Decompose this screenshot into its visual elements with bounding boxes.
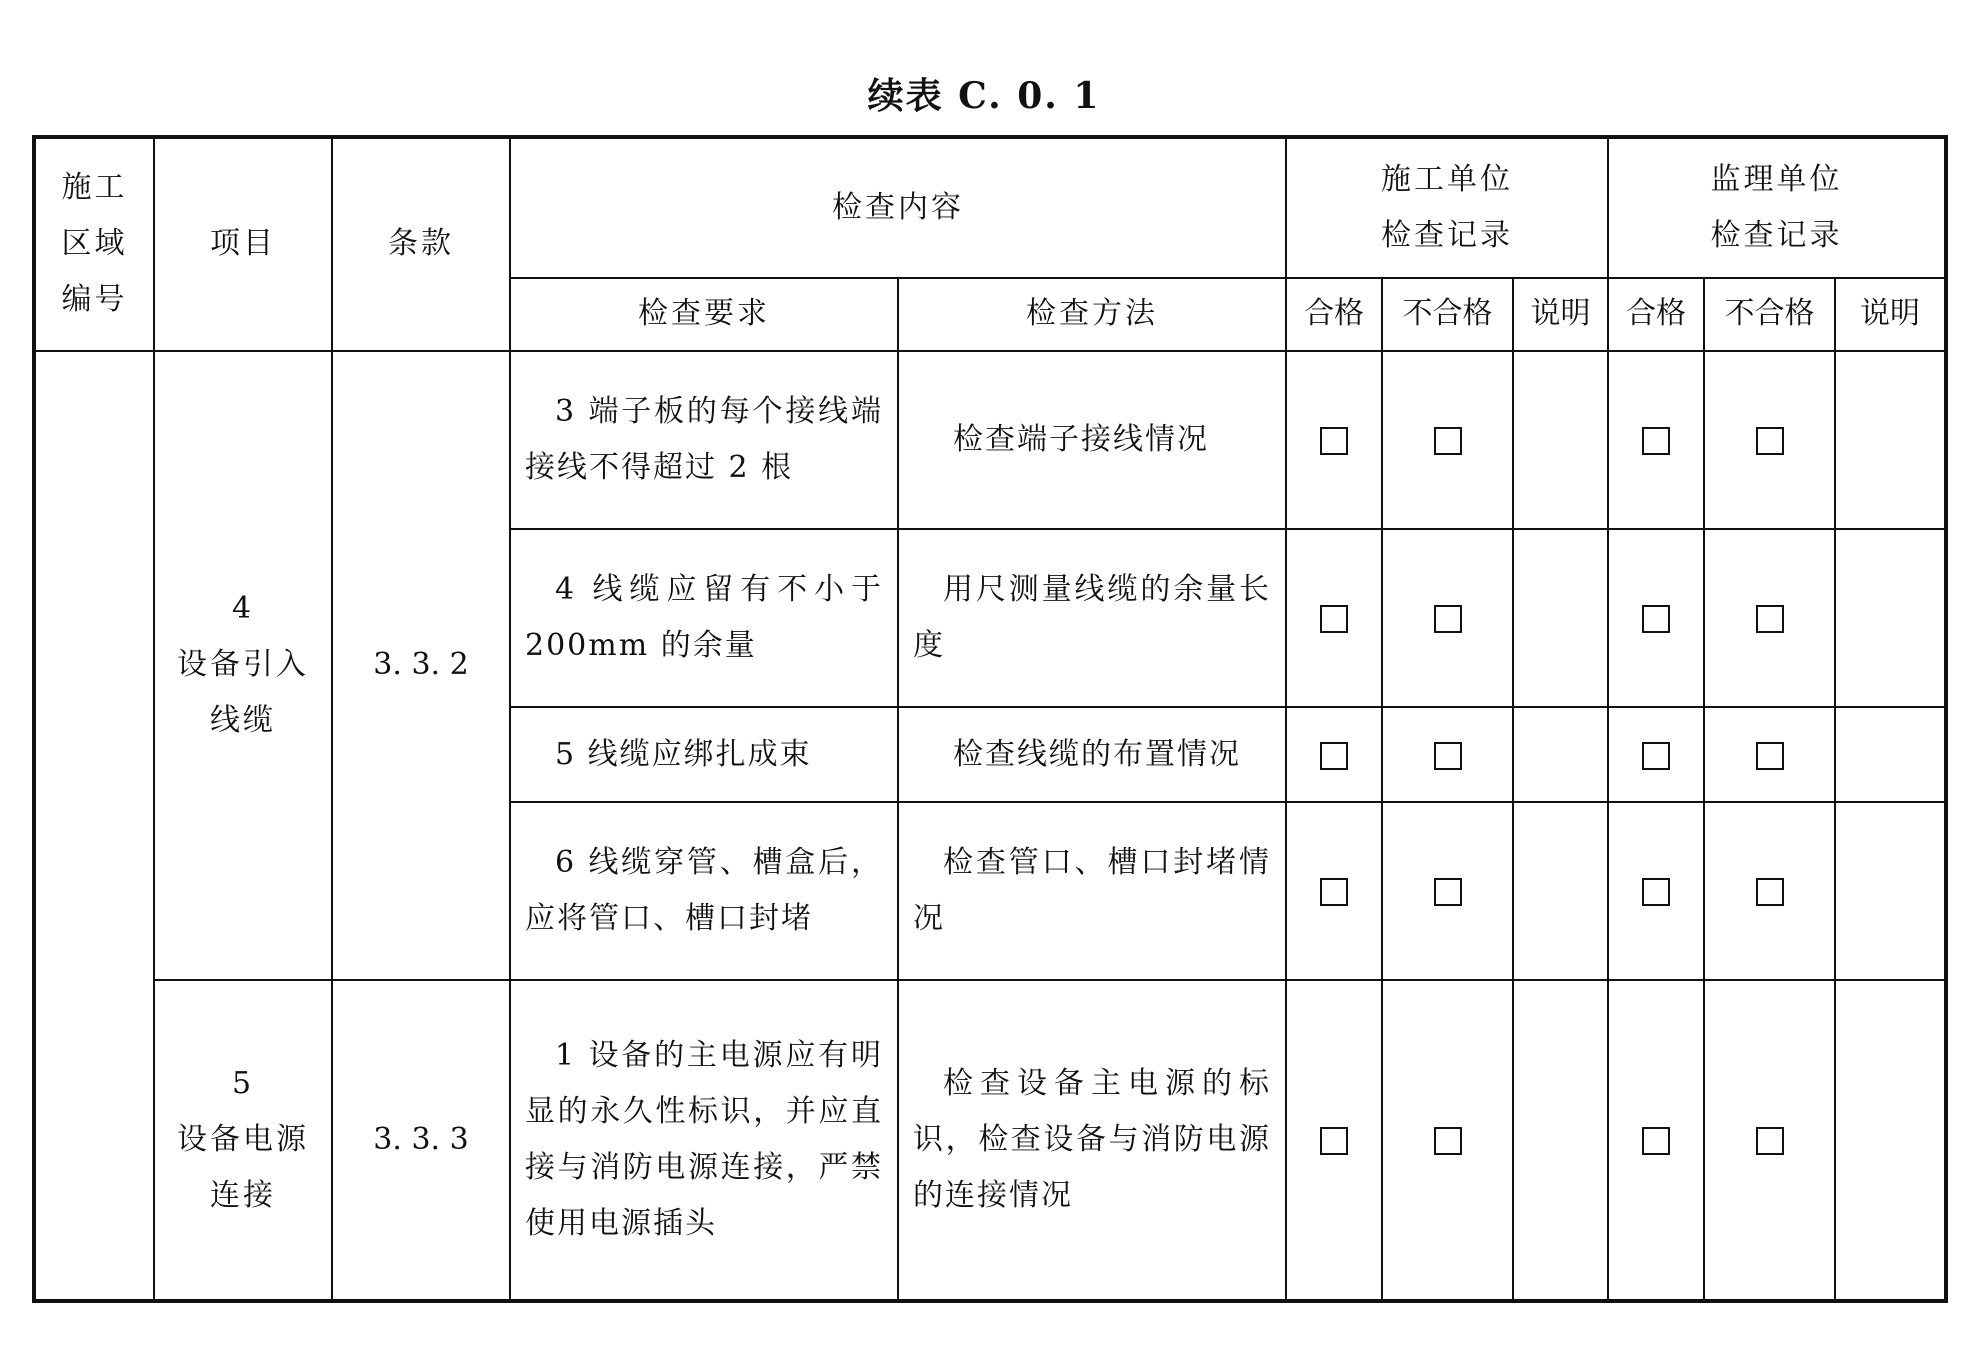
header-method: 检查方法 bbox=[898, 278, 1286, 350]
contractor-fail-checkbox[interactable] bbox=[1434, 878, 1462, 906]
contractor-note-cell[interactable] bbox=[1513, 707, 1608, 801]
method-cell: 检查设备主电源的标识，检查设备与消防电源的连接情况 bbox=[898, 980, 1286, 1301]
contractor-fail-checkbox[interactable] bbox=[1434, 427, 1462, 455]
supervisor-fail-checkbox[interactable] bbox=[1756, 1127, 1784, 1155]
supervisor-pass-checkbox[interactable] bbox=[1642, 605, 1670, 633]
item-cell: 5 设备电源 连接 bbox=[154, 980, 332, 1301]
header-contractor-note: 说明 bbox=[1513, 278, 1608, 350]
contractor-note-cell[interactable] bbox=[1513, 802, 1608, 980]
method-cell: 检查端子接线情况 bbox=[898, 351, 1286, 529]
header-contractor-fail: 不合格 bbox=[1382, 278, 1513, 350]
table-row bbox=[34, 980, 1946, 1301]
contractor-pass-checkbox[interactable] bbox=[1320, 605, 1348, 633]
header-clause: 条款 bbox=[332, 137, 510, 351]
supervisor-note-cell[interactable] bbox=[1835, 351, 1946, 529]
method-cell: 检查管口、槽口封堵情况 bbox=[898, 802, 1286, 980]
method-cell: 用尺测量线缆的余量长度 bbox=[898, 529, 1286, 707]
requirement-cell: 3 端子板的每个接线端接线不得超过 2 根 bbox=[510, 351, 898, 529]
header-supervisor-note: 说明 bbox=[1835, 278, 1946, 350]
header-requirement: 检查要求 bbox=[510, 278, 898, 350]
supervisor-fail-checkbox[interactable] bbox=[1756, 878, 1784, 906]
supervisor-pass-checkbox[interactable] bbox=[1642, 427, 1670, 455]
method-cell: 检查线缆的布置情况 bbox=[898, 707, 1286, 801]
contractor-pass-checkbox[interactable] bbox=[1320, 427, 1348, 455]
supervisor-pass-checkbox[interactable] bbox=[1642, 878, 1670, 906]
table-row bbox=[34, 351, 1946, 529]
requirement-cell: 5 线缆应绑扎成束 bbox=[510, 707, 898, 801]
header-supervisor-pass: 合格 bbox=[1608, 278, 1704, 350]
header-supervisor-record: 监理单位 检查记录 bbox=[1608, 137, 1946, 278]
clause-cell: 3. 3. 3 bbox=[332, 980, 510, 1301]
requirement-cell: 6 线缆穿管、槽盒后，应将管口、槽口封堵 bbox=[510, 802, 898, 980]
contractor-pass-checkbox[interactable] bbox=[1320, 742, 1348, 770]
supervisor-note-cell[interactable] bbox=[1835, 980, 1946, 1301]
contractor-fail-checkbox[interactable] bbox=[1434, 605, 1462, 633]
header-content: 检查内容 bbox=[510, 137, 1286, 278]
header-area-number: 施工 区域 编号 bbox=[34, 137, 154, 351]
supervisor-fail-checkbox[interactable] bbox=[1756, 605, 1784, 633]
header-item: 项目 bbox=[154, 137, 332, 351]
table-title: 续表 C. 0. 1 bbox=[867, 75, 1101, 117]
supervisor-pass-checkbox[interactable] bbox=[1642, 742, 1670, 770]
inspection-table bbox=[32, 135, 1948, 1303]
header-supervisor-fail: 不合格 bbox=[1704, 278, 1835, 350]
clause-cell: 3. 3. 2 bbox=[332, 351, 510, 981]
supervisor-note-cell[interactable] bbox=[1835, 707, 1946, 801]
item-cell: 4 设备引入 线缆 bbox=[154, 351, 332, 981]
requirement-cell: 4 线缆应留有不小于 200mm 的余量 bbox=[510, 529, 898, 707]
supervisor-fail-checkbox[interactable] bbox=[1756, 742, 1784, 770]
contractor-fail-checkbox[interactable] bbox=[1434, 1127, 1462, 1155]
contractor-note-cell[interactable] bbox=[1513, 351, 1608, 529]
contractor-fail-checkbox[interactable] bbox=[1434, 742, 1462, 770]
contractor-pass-checkbox[interactable] bbox=[1320, 878, 1348, 906]
contractor-pass-checkbox[interactable] bbox=[1320, 1127, 1348, 1155]
supervisor-note-cell[interactable] bbox=[1835, 802, 1946, 980]
header-contractor-record: 施工单位 检查记录 bbox=[1286, 137, 1608, 278]
contractor-note-cell[interactable] bbox=[1513, 980, 1608, 1301]
area-number-cell bbox=[34, 351, 154, 1301]
contractor-note-cell[interactable] bbox=[1513, 529, 1608, 707]
header-contractor-pass: 合格 bbox=[1286, 278, 1382, 350]
supervisor-note-cell[interactable] bbox=[1835, 529, 1946, 707]
supervisor-pass-checkbox[interactable] bbox=[1642, 1127, 1670, 1155]
requirement-cell: 1 设备的主电源应有明显的永久性标识，并应直接与消防电源连接，严禁使用电源插头 bbox=[510, 980, 898, 1301]
supervisor-fail-checkbox[interactable] bbox=[1756, 427, 1784, 455]
